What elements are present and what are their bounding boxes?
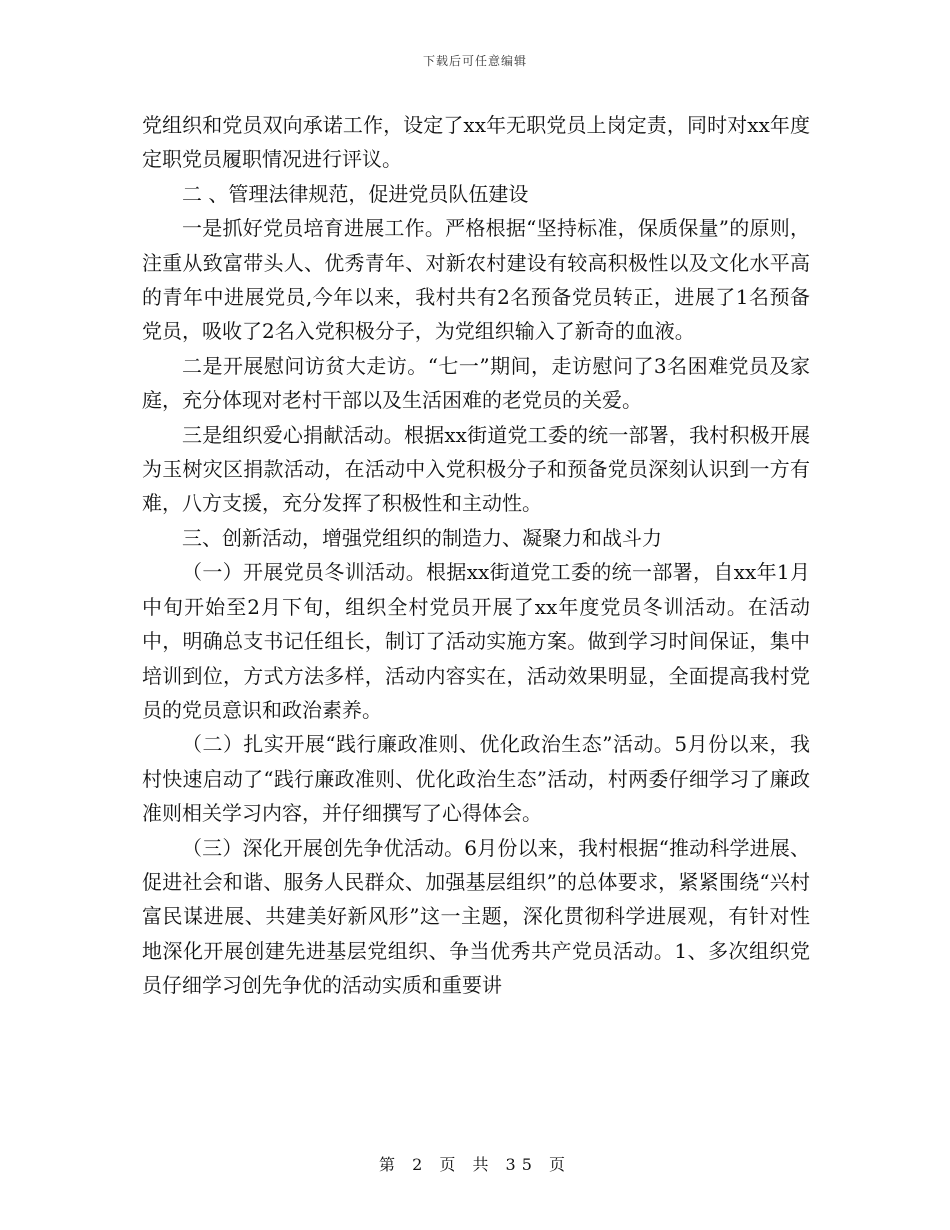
paragraph-5: 三是组织爱心捐献活动。根据xx街道党工委的统一部署，我村积极开展为玉树灾区捐款活动，在活动中入党积极分子和预备党员深刻认识到一方有难，八方支援，充分发挥了积极性和主动性。 [142,422,810,516]
paragraph-9: （三）深化开展创先争优活动。6月份以来，我村根据“推动科学进展、促进社会和谐、服务人民群众、加强基层组织”的总体要求，紧紧围绕“兴村富民谋进展、共建美好新风形”这一主题，深化贯彻科学进展观，有针对性地深化开展创建先进基层党组织、争当优秀共产党员活动。1、多次组织党员仔细学习创先争优的活动实质和重要讲 [142,835,810,998]
section-heading-2: 二 、管理法律规范，促进党员队伍建设 [182,181,529,206]
paragraph-7: （一）开展党员冬训活动。根据xx街道党工委的统一部署，自xx年1月中旬开始至2月下旬，组织全村党员开展了xx年度党员冬训活动。在活动中，明确总支书记任组长，制订了活动实施方案。做到学习时间保证，集中培训到位，方式方法多样，活动内容实在，活动效果明显，全面提高我村党员的党员意识和政治素养。 [142,560,810,722]
paragraph-8: （二）扎实开展“践行廉政准则、优化政治生态”活动。5月份以来，我村快速启动了“践行廉政准则、优化政治生态”活动，村两委仔细学习了廉政准则相关学习内容，并仔细撰写了心得体会。 [142,732,810,826]
document-body [142,108,810,1003]
page-header: 下载后可任意编辑 [422,54,527,68]
paragraph-4: 二是开展慰问访贫大走访。“七一”期间，走访慰问了3名困难党员及家庭，充分体现对老村干部以及生活困难的老党员的关爱。 [142,353,810,413]
paragraph-3: 一是抓好党员培育进展工作。严格根据“坚持标准，保质保量”的原则，注重从致富带头人、优秀青年、对新农村建设有较高积极性以及文化水平高的青年中进展党员,今年以来，我村共有2名预备党员转正，进展了1名预备党员，吸收了2名入党积极分子，为党组织输入了新奇的血液。 [142,216,810,344]
page-number-footer: 第 2 页 共 35 页 [379,1155,571,1174]
section-heading-3: 三、创新活动，增强党组织的制造力、凝聚力和战斗力 [182,525,662,550]
paragraph-1: 党组织和党员双向承诺工作，设定了xx年无职党员上岗定责，同时对xx年度定职党员履职情况进行评议。 [142,113,810,172]
